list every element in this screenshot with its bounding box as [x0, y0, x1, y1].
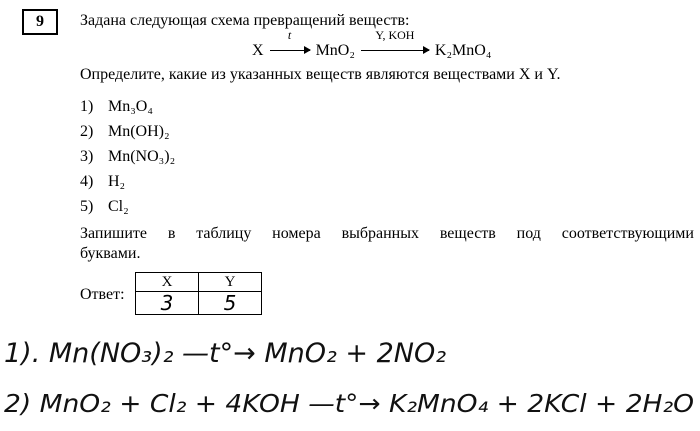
option-5-number: 5) [80, 198, 94, 215]
arrow-1-label: t [287, 28, 292, 42]
question-number: 9 [22, 9, 58, 35]
instruction-line-1: Запишите в таблицу номера выбранных веществ под соответствующими [80, 225, 694, 242]
option-2-text: Mn(OH)₂ [108, 123, 170, 140]
option-2-number: 2) [80, 123, 94, 140]
question-title: Задана следующая схема превращений веществ: [80, 12, 410, 29]
answer-header-y: Y [199, 273, 262, 292]
option-5-text: Cl₂ [108, 198, 129, 215]
scheme-middle: MnO₂ [315, 42, 355, 59]
option-4-text: H₂ [108, 173, 126, 190]
option-4-number: 4) [80, 173, 94, 190]
scheme-start: X [252, 42, 264, 59]
option-3-text: Mn(NO₃)₂ [108, 148, 176, 165]
option-3-number: 3) [80, 148, 94, 165]
handwritten-line-1: 1). Mn(NO₃)₂ —t°→ MnO₂ + 2NO₂ [4, 338, 447, 369]
question-task: Определите, какие из указанных веществ являются веществами X и Y. [80, 66, 561, 83]
option-1-text: Mn₃O₄ [108, 98, 153, 115]
instruction-line-2: буквами. [80, 245, 141, 262]
scheme-end: K₂MnO₄ [434, 42, 492, 59]
answer-value-y: 5 [199, 292, 262, 315]
option-1-number: 1) [80, 98, 94, 115]
answer-header-x: X [136, 273, 199, 292]
answer-label: Ответ: [80, 286, 125, 303]
handwritten-line-2: 2) MnO₂ + Cl₂ + 4KOH —t°→ K₂MnO₄ + 2KCl + 2H₂O [4, 389, 694, 418]
arrow-2-label: Y, KOH [375, 28, 415, 42]
answer-value-x: 3 [136, 292, 199, 315]
